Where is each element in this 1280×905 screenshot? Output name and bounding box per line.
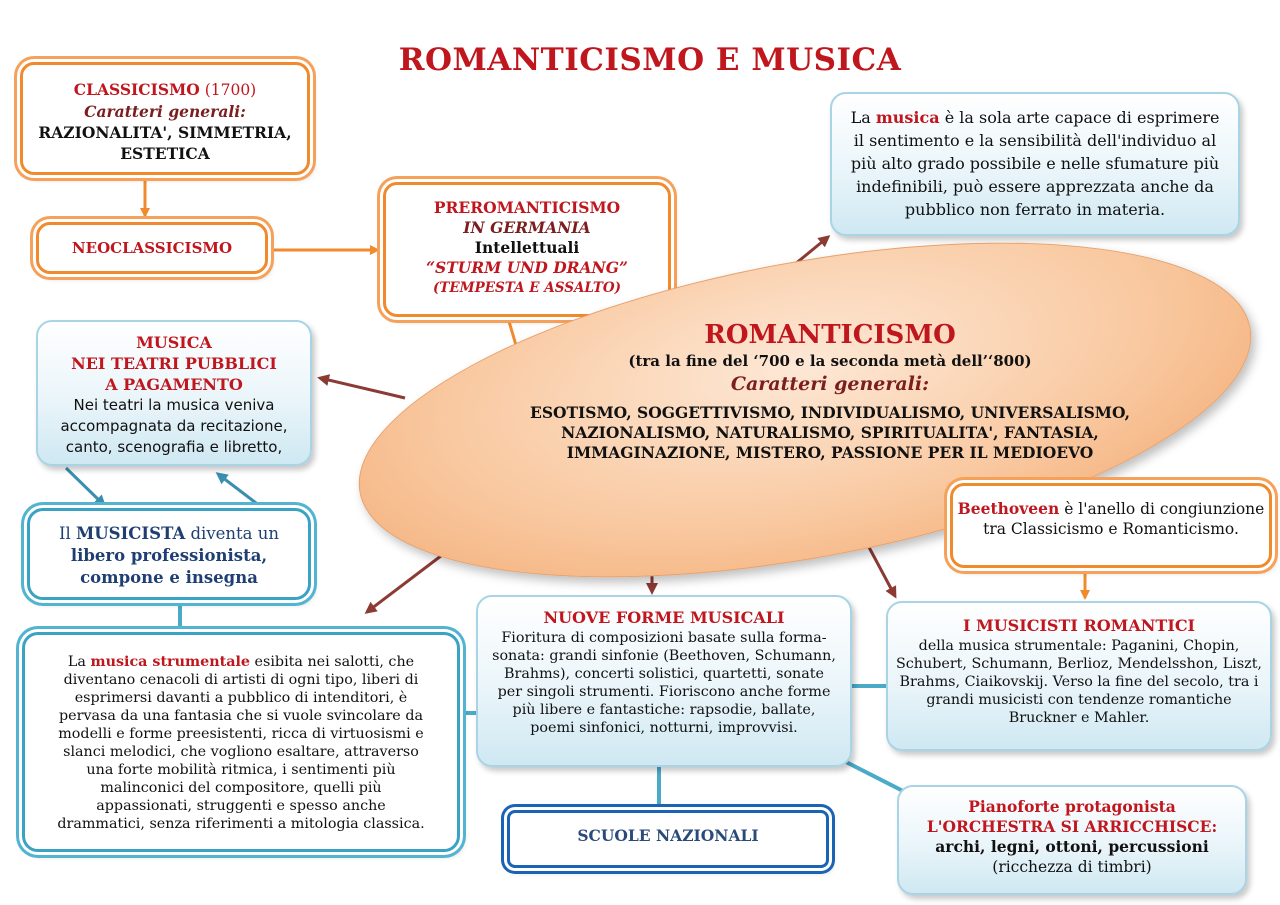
beethoven-text: è l'anello di congiunzione tra Classicismo e Romanticismo. (983, 500, 1265, 538)
musica-arte-text: è la sola arte capace di esprimere il sentimento e la sensibilità dell'individuo al più alto grado possibile e nelle sfumature più indefinibili, può essere apprezzata anche da pubblico non ferrato in materia. (850, 108, 1220, 219)
musicista-bold-text: libero professionista, compone e insegna (70, 546, 268, 587)
beethoven-keyword: Beethoveen (957, 499, 1060, 518)
beethoven-box (950, 483, 1272, 568)
classicismo-subheading: Caratteri generali: (84, 102, 246, 121)
musicista-middle: diventa un (190, 524, 280, 543)
teatri-text: Nei teatri la musica veniva accompagnata da recitazione, canto, scenografia e libretto, (60, 396, 288, 456)
arrow-teatri-musicista (66, 468, 104, 505)
musicista-keyword: MUSICISTA (76, 524, 186, 543)
musicisti-romantici-text: della musica strumentale: Paganini, Chopin, Schubert, Schumann, Berlioz, Mendelsshon, Liszt, Brahms, Ciaikovskij. Verso la fine del secolo, tra i grandi musicisti con tendenze romantiche Bruckner e Mahler. (896, 638, 1262, 726)
pianoforte-box (897, 785, 1247, 895)
strumentale-box (22, 632, 460, 852)
romanticismo-subheading: Caratteri generali: (730, 373, 930, 395)
romanticismo-title: ROMANTICISMO (704, 320, 956, 350)
pianoforte-line3: archi, legni, ottoni, percussioni (935, 837, 1209, 856)
classicismo-heading: CLASSICISMO (73, 80, 200, 99)
musicisti-romantici-box (886, 601, 1272, 751)
teatri-box (36, 320, 312, 466)
strumentale-text: esibita nei salotti, che diventano cenacoli di artisti di ogni tipo, liberi di esprimersi davanti a pubblico di intenditori, è pervasa da una fantasia che si vuole svincolare da modelli e forme preesistenti, ricca di virtuosismi e slanci melodici, che vogliono esaltare, attraverso una forte mobilità ritmica, i sentimenti più malinconici del compositore, quelli più appassionati, struggenti e spesso anche drammatici, senza riferimenti a mitologia classica. (57, 654, 425, 832)
romanticismo-content (430, 319, 1230, 463)
page-title: ROMANTICISMO E MUSICA (398, 42, 902, 78)
musica-arte-box (830, 92, 1240, 236)
strumentale-keyword: musica strumentale (90, 654, 250, 670)
nuove-forme-box (476, 595, 852, 767)
teatri-heading-line: NEI TEATRI PUBBLICI (71, 354, 277, 373)
romanticismo-traits-line: IMMAGINAZIONE, MISTERO, PASSIONE PER IL MEDIOEVO (566, 443, 1094, 462)
arrow-romanticismo-teatri (320, 378, 405, 398)
classicismo-text: RAZIONALITA', SIMMETRIA, ESTETICA (38, 123, 292, 163)
pianoforte-line4: (ricchezza di timbri) (992, 858, 1152, 876)
teatri-heading-line: A PAGAMENTO (105, 375, 243, 394)
musica-arte-keyword: musica (875, 108, 940, 127)
classicismo-box (20, 62, 310, 175)
musicista-box (27, 508, 311, 600)
preromanticismo-translation: (TEMPESTA E ASSALTO) (432, 280, 622, 296)
preromanticismo-box (383, 182, 671, 317)
preromanticismo-place: IN GERMANIA (463, 218, 591, 237)
neoclassicismo-box (36, 222, 268, 274)
nuove-forme-heading: NUOVE FORME MUSICALI (543, 608, 785, 627)
teatri-heading-line: MUSICA (136, 333, 212, 352)
arrow-musicista-teatri (218, 474, 260, 506)
nuove-forme-text: Fioritura di composizioni basate sulla forma-sonata: grandi sinfonie (Beethoven, Schumann, Brahms), concerti solistici, quartetti, sonate per singoli strumenti. Fioriscono anche forme più libere e fantastiche: rapsodie, ballate, poemi sinfonici, notturni, improvvisi. (492, 630, 836, 736)
pianoforte-line2: L'ORCHESTRA SI ARRICCHISCE: (926, 817, 1218, 836)
musicista-prefix: Il (58, 524, 71, 543)
musicisti-romantici-heading: I MUSICISTI ROMANTICI (962, 616, 1196, 635)
romanticismo-traits (430, 403, 1230, 463)
romanticismo-period: (tra la fine del ‘700 e la seconda metà dell’‘800) (628, 352, 1032, 370)
preromanticismo-subject: Intellettuali (474, 238, 580, 257)
preromanticismo-movement: “STURM UND DRANG” (426, 258, 628, 277)
musica-arte-prefix: La (850, 108, 871, 127)
scuole-nazionali-box (507, 810, 829, 868)
strumentale-prefix: La (67, 654, 86, 670)
romanticismo-traits-line: NAZIONALISMO, NATURALISMO, SPIRITUALITA', FANTASIA, (561, 423, 1099, 442)
scuole-nazionali-label: SCUOLE NAZIONALI (577, 826, 759, 845)
romanticismo-traits-line: ESOTISMO, SOGGETTIVISMO, INDIVIDUALISMO, UNIVERSALISMO, (530, 403, 1130, 422)
pianoforte-line1: Pianoforte protagonista (968, 797, 1176, 816)
neoclassicismo-label: NEOCLASSICISMO (71, 239, 233, 257)
preromanticismo-heading: PREROMANTICISMO (433, 198, 621, 217)
classicismo-year: (1700) (204, 81, 257, 99)
connector-nuove-pianoforte (846, 762, 905, 792)
